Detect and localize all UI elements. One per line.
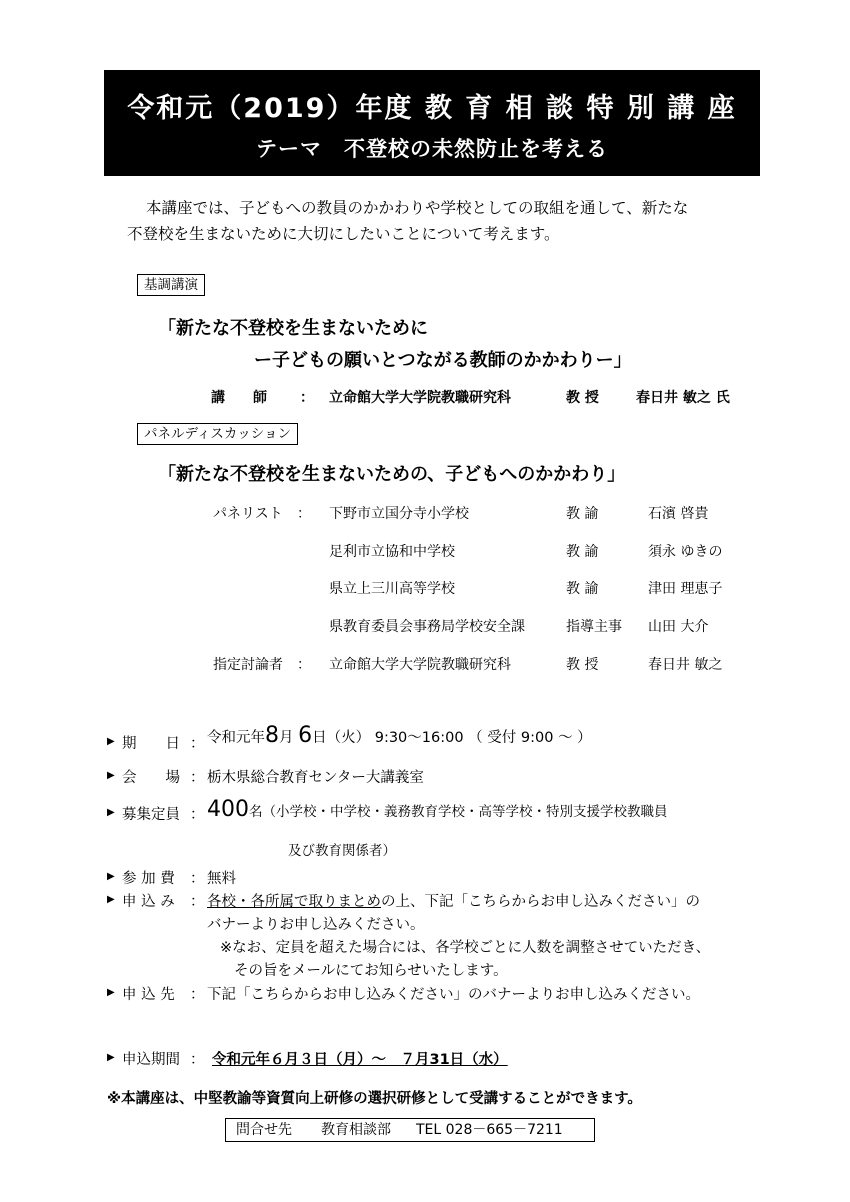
apply-note-2: その旨をメールにてお知らせいたします。: [234, 963, 508, 979]
contact-tel: TEL 028－665－7211: [416, 1122, 563, 1138]
dest-value: 下記「こちらからお申し込みください」のバナーよりお申し込みください。: [207, 987, 700, 1003]
panel-row-4-name: 山田 大介: [648, 619, 709, 635]
training-note: ※本講座は、中堅教諭等資質向上研修の選択研修として受講することができます。: [107, 1091, 642, 1107]
date-prefix: 令和元年: [207, 730, 265, 746]
date-month-unit: 月: [279, 730, 294, 746]
lecturer-affiliation: 立命館大学大学院教職研究科: [329, 390, 511, 406]
panelist-label: パネリスト: [213, 506, 283, 522]
venue-label: 会 場: [122, 770, 180, 786]
capacity-text-2: 及び教育関係者）: [288, 843, 396, 859]
contact-box: [225, 1118, 595, 1142]
capacity-text: 名（小学校・中学校・義務教育学校・高等学校・特別支援学校教職員: [249, 804, 668, 820]
intro-line-2: 不登校を生まないために大切にしたいことについて考えます。: [127, 225, 560, 243]
panel-title: 「新たな不登校を生まないための、子どもへのかかわり」: [158, 464, 626, 485]
date-month: 8: [265, 723, 279, 748]
panel-label: パネルディスカッション: [137, 423, 298, 445]
bullet-icon: ▶: [107, 736, 115, 747]
lecturer-name: 春日井 敏之 氏: [636, 390, 730, 406]
apply-value: [207, 890, 700, 911]
lecturer-position: 教 授: [566, 390, 599, 406]
fee-label: 参 加 費: [122, 871, 175, 887]
date-value: [207, 723, 592, 748]
panel-row-3-org: 県立上三川高等学校: [329, 581, 455, 597]
lecturer-label: 講 師: [211, 390, 267, 406]
panel-row-1-name: 石濱 啓貴: [648, 506, 709, 522]
panel-row-3-role: 教 諭: [566, 581, 599, 597]
apply-colon: ：: [190, 894, 205, 910]
bullet-icon: ▶: [107, 807, 115, 818]
panel-row-2-name: 須永 ゆきの: [648, 544, 723, 560]
fee-value: 無料: [207, 871, 236, 887]
panel-row-5-name: 春日井 敏之: [648, 657, 723, 673]
venue-colon: ：: [190, 770, 205, 786]
apply-note-1: ※なお、定員を超えた場合には、各学校ごとに人数を調整させていただき、: [220, 940, 711, 956]
date-day: 6: [298, 723, 313, 748]
discussant-label: 指定討論者: [213, 657, 283, 673]
panel-row-1-role: 教 諭: [566, 506, 599, 522]
panel-row-4-role: 指導主事: [566, 619, 622, 635]
date-label: 期 日: [122, 736, 180, 752]
capacity-value: [207, 797, 668, 822]
capacity-colon: ：: [190, 807, 205, 823]
dest-label: 申 込 先: [122, 987, 175, 1003]
keynote-title-1: 「新たな不登校を生まないために: [158, 318, 428, 339]
period-colon: ：: [190, 1052, 205, 1068]
panel-row-3-name: 津田 理恵子: [648, 581, 723, 597]
bullet-icon: ▶: [107, 1052, 115, 1063]
apply-line-2: バナーよりお申し込みください。: [207, 917, 425, 933]
apply-rest: の上、下記「こちらからお申し込みください」の: [381, 894, 700, 910]
period-label: 申込期間: [122, 1052, 180, 1068]
bullet-icon: ▶: [107, 770, 115, 781]
bullet-icon: ▶: [107, 894, 115, 905]
theme-title: テーマ 不登校の未然防止を考える: [256, 137, 608, 161]
lecturer-colon: ：: [300, 390, 314, 406]
date-rest: 日（火） 9:30～16:00 （ 受付 9:00 ～ ）: [312, 730, 592, 746]
contact-dept: 教育相談部: [321, 1122, 391, 1138]
contact-label: 問合せ先: [236, 1122, 292, 1138]
period-value: 令和元年６月３日（月）～ ７月31日（水）: [212, 1052, 508, 1068]
discussant-colon: ：: [297, 657, 311, 673]
keynote-title-2: ー子どもの願いとつながる教師のかかわりー」: [254, 350, 632, 371]
apply-label: 申 込 み: [122, 894, 175, 910]
keynote-label: 基調講演: [137, 274, 205, 296]
intro-line-1: 本講座では、子どもへの教員のかかわりや学校としての取組を通して、新たな: [146, 199, 689, 217]
panel-row-2-role: 教 諭: [566, 544, 599, 560]
page-title: 令和元（2019）年度 教 育 相 談 特 別 講 座: [127, 93, 737, 124]
bullet-icon: ▶: [107, 987, 115, 998]
apply-underlined: 各校・各所属で取りまとめ: [207, 894, 381, 910]
panel-row-4-org: 県教育委員会事務局学校安全課: [329, 619, 525, 635]
panel-row-5-org: 立命館大学大学院教職研究科: [329, 657, 511, 673]
capacity-label: 募集定員: [122, 807, 180, 823]
header-banner: [104, 70, 760, 176]
date-colon: ：: [190, 736, 205, 752]
panel-row-5-role: 教 授: [566, 657, 599, 673]
dest-colon: ：: [190, 987, 205, 1003]
capacity-number: 400: [207, 797, 249, 822]
venue-value: 栃木県総合教育センター大講義室: [207, 770, 424, 786]
bullet-icon: ▶: [107, 871, 115, 882]
panelist-colon: ：: [297, 506, 311, 522]
fee-colon: ：: [190, 871, 205, 887]
panel-row-1-org: 下野市立国分寺小学校: [329, 506, 469, 522]
panel-row-2-org: 足利市立協和中学校: [329, 544, 455, 560]
